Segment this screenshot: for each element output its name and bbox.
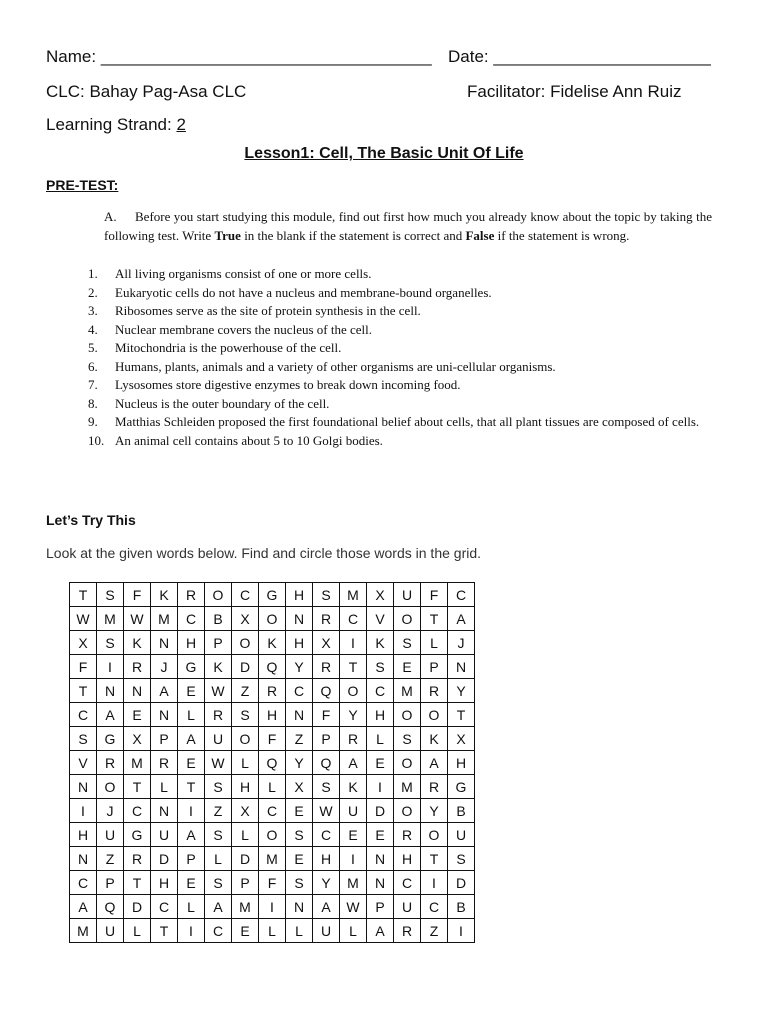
grid-cell[interactable]: M <box>259 847 286 871</box>
grid-cell[interactable]: X <box>448 727 475 751</box>
grid-cell[interactable]: L <box>178 895 205 919</box>
grid-cell[interactable]: C <box>70 703 97 727</box>
grid-cell[interactable]: J <box>97 799 124 823</box>
grid-cell[interactable]: I <box>340 847 367 871</box>
grid-cell[interactable]: I <box>367 775 394 799</box>
grid-cell[interactable]: C <box>313 823 340 847</box>
grid-cell[interactable]: L <box>151 775 178 799</box>
grid-cell[interactable]: H <box>151 871 178 895</box>
grid-cell[interactable]: V <box>70 751 97 775</box>
grid-cell[interactable]: Z <box>232 679 259 703</box>
instruction-part-3: if the statement is wrong. <box>494 228 630 243</box>
grid-cell[interactable]: C <box>394 871 421 895</box>
grid-cell[interactable]: C <box>178 607 205 631</box>
grid-cell[interactable]: E <box>124 703 151 727</box>
grid-cell[interactable]: A <box>367 919 394 943</box>
grid-cell[interactable]: Y <box>421 799 448 823</box>
grid-cell[interactable]: N <box>286 703 313 727</box>
grid-cell[interactable]: O <box>394 751 421 775</box>
grid-cell[interactable]: I <box>178 799 205 823</box>
grid-cell[interactable]: I <box>259 895 286 919</box>
grid-cell[interactable]: C <box>340 607 367 631</box>
grid-cell[interactable]: U <box>151 823 178 847</box>
grid-cell[interactable]: U <box>394 583 421 607</box>
grid-cell[interactable]: E <box>178 751 205 775</box>
grid-cell[interactable]: I <box>70 799 97 823</box>
grid-cell[interactable]: B <box>205 607 232 631</box>
clc-line: CLC: Bahay Pag-Asa CLC <box>46 82 247 101</box>
name-blank: ___________________________________ <box>100 47 432 66</box>
pretest-statement <box>84 321 714 340</box>
grid-cell[interactable]: K <box>151 583 178 607</box>
grid-cell[interactable]: H <box>232 775 259 799</box>
statement-number: 8. <box>88 395 98 411</box>
date-blank: _______________________ <box>493 47 711 66</box>
grid-cell[interactable]: L <box>205 847 232 871</box>
grid-cell[interactable]: Z <box>205 799 232 823</box>
grid-cell[interactable]: I <box>178 919 205 943</box>
grid-cell[interactable]: S <box>286 871 313 895</box>
grid-cell[interactable]: B <box>448 799 475 823</box>
grid-cell[interactable]: U <box>205 727 232 751</box>
grid-cell[interactable]: X <box>232 799 259 823</box>
grid-cell[interactable]: C <box>232 583 259 607</box>
grid-cell[interactable]: N <box>286 895 313 919</box>
grid-cell[interactable]: X <box>124 727 151 751</box>
grid-cell[interactable]: L <box>259 775 286 799</box>
grid-cell[interactable]: C <box>448 583 475 607</box>
learning-strand-value: 2 <box>176 115 186 134</box>
grid-cell[interactable]: C <box>367 679 394 703</box>
grid-cell[interactable]: F <box>313 703 340 727</box>
grid-cell[interactable]: O <box>340 679 367 703</box>
grid-row <box>70 583 475 607</box>
grid-cell[interactable]: W <box>313 799 340 823</box>
grid-cell[interactable]: A <box>97 703 124 727</box>
pretest-statement <box>84 265 714 284</box>
grid-cell[interactable]: A <box>151 679 178 703</box>
grid-cell[interactable]: S <box>367 655 394 679</box>
grid-cell[interactable]: M <box>340 583 367 607</box>
grid-cell[interactable]: T <box>124 871 151 895</box>
grid-row <box>70 655 475 679</box>
grid-cell[interactable]: K <box>124 631 151 655</box>
pretest-statement <box>84 432 714 451</box>
grid-cell[interactable]: R <box>124 655 151 679</box>
grid-row <box>70 751 475 775</box>
grid-cell[interactable]: W <box>340 895 367 919</box>
grid-cell[interactable]: X <box>313 631 340 655</box>
grid-cell[interactable]: F <box>259 871 286 895</box>
pretest-heading: PRE-TEST: <box>46 177 119 193</box>
grid-cell[interactable]: B <box>448 895 475 919</box>
grid-cell[interactable]: I <box>448 919 475 943</box>
grid-cell[interactable]: Y <box>286 655 313 679</box>
grid-cell[interactable]: C <box>70 871 97 895</box>
grid-cell[interactable]: M <box>151 607 178 631</box>
word-search-grid <box>69 582 475 943</box>
grid-cell[interactable]: R <box>205 703 232 727</box>
grid-cell[interactable]: A <box>313 895 340 919</box>
grid-cell[interactable]: L <box>232 823 259 847</box>
grid-cell[interactable]: R <box>421 679 448 703</box>
grid-cell[interactable]: T <box>340 655 367 679</box>
grid-cell[interactable]: T <box>421 847 448 871</box>
grid-cell[interactable]: A <box>421 751 448 775</box>
statement-number: 3. <box>88 303 98 318</box>
grid-cell[interactable]: P <box>178 847 205 871</box>
grid-cell[interactable]: M <box>97 607 124 631</box>
grid-cell[interactable]: F <box>259 727 286 751</box>
grid-cell[interactable]: T <box>124 775 151 799</box>
grid-cell[interactable]: P <box>232 871 259 895</box>
statement-text: Lysosomes store digestive enzymes to break down incoming food. <box>115 377 461 392</box>
grid-cell[interactable]: M <box>232 895 259 919</box>
grid-cell[interactable]: P <box>151 727 178 751</box>
grid-cell[interactable]: N <box>286 607 313 631</box>
grid-cell[interactable]: L <box>340 919 367 943</box>
grid-cell[interactable]: G <box>259 583 286 607</box>
grid-row <box>70 895 475 919</box>
grid-cell[interactable]: L <box>232 751 259 775</box>
grid-cell[interactable]: P <box>97 871 124 895</box>
statement-number: 9. <box>88 414 98 429</box>
pretest-statement-list <box>84 265 714 450</box>
grid-cell[interactable]: J <box>151 655 178 679</box>
grid-cell[interactable]: O <box>259 823 286 847</box>
grid-cell[interactable]: E <box>232 919 259 943</box>
grid-cell[interactable]: A <box>178 823 205 847</box>
grid-cell[interactable]: T <box>178 775 205 799</box>
grid-row <box>70 919 475 943</box>
grid-cell[interactable]: N <box>70 847 97 871</box>
pretest-statement <box>84 284 714 303</box>
grid-cell[interactable]: A <box>205 895 232 919</box>
grid-cell[interactable]: W <box>124 607 151 631</box>
grid-cell[interactable]: Z <box>286 727 313 751</box>
grid-cell[interactable]: S <box>205 775 232 799</box>
grid-cell[interactable]: I <box>421 871 448 895</box>
statement-number: 5. <box>88 340 98 355</box>
grid-cell[interactable]: Y <box>313 871 340 895</box>
grid-cell[interactable]: H <box>313 847 340 871</box>
grid-row <box>70 703 475 727</box>
grid-cell[interactable]: S <box>205 871 232 895</box>
grid-cell[interactable]: U <box>448 823 475 847</box>
date-line <box>448 47 711 67</box>
grid-cell[interactable]: F <box>124 583 151 607</box>
grid-cell[interactable]: R <box>124 847 151 871</box>
grid-cell[interactable]: L <box>421 631 448 655</box>
grid-cell[interactable]: Y <box>448 679 475 703</box>
grid-cell[interactable]: G <box>448 775 475 799</box>
instruction-part-2: in the blank if the statement is correct and <box>240 228 466 243</box>
grid-cell[interactable]: N <box>151 799 178 823</box>
pretest-statement <box>84 376 714 395</box>
grid-cell[interactable]: Q <box>259 751 286 775</box>
pretest-statement <box>84 395 714 414</box>
grid-cell[interactable]: E <box>367 823 394 847</box>
grid-cell[interactable]: R <box>421 775 448 799</box>
grid-cell[interactable]: T <box>421 607 448 631</box>
grid-cell[interactable]: Z <box>421 919 448 943</box>
grid-cell[interactable]: H <box>394 847 421 871</box>
grid-cell[interactable]: F <box>70 655 97 679</box>
grid-cell[interactable]: U <box>340 799 367 823</box>
grid-cell[interactable]: O <box>259 607 286 631</box>
grid-row <box>70 631 475 655</box>
statement-number: 4. <box>88 321 98 337</box>
grid-cell[interactable]: A <box>340 751 367 775</box>
grid-cell[interactable]: H <box>259 703 286 727</box>
grid-cell[interactable]: D <box>124 895 151 919</box>
grid-cell[interactable]: S <box>448 847 475 871</box>
statement-number: 1. <box>88 266 98 281</box>
grid-cell[interactable]: E <box>178 679 205 703</box>
grid-cell[interactable]: C <box>151 895 178 919</box>
grid-cell[interactable]: S <box>205 823 232 847</box>
grid-row <box>70 679 475 703</box>
grid-cell[interactable]: U <box>394 895 421 919</box>
grid-cell[interactable]: L <box>367 727 394 751</box>
grid-cell[interactable]: M <box>70 919 97 943</box>
grid-cell[interactable]: Q <box>313 751 340 775</box>
grid-cell[interactable]: S <box>286 823 313 847</box>
grid-cell[interactable]: O <box>421 823 448 847</box>
learning-strand-label: Learning Strand: <box>46 115 172 134</box>
grid-row <box>70 727 475 751</box>
grid-cell[interactable]: O <box>394 799 421 823</box>
grid-cell[interactable]: T <box>151 919 178 943</box>
grid-row <box>70 607 475 631</box>
pretest-statement <box>84 358 714 377</box>
statement-number: 2. <box>88 284 98 300</box>
date-label: Date: <box>448 47 489 66</box>
instruction-marker: A. <box>104 209 117 224</box>
grid-cell[interactable]: H <box>178 631 205 655</box>
grid-cell[interactable]: K <box>259 631 286 655</box>
grid-cell[interactable]: G <box>124 823 151 847</box>
grid-cell[interactable]: A <box>178 727 205 751</box>
statement-text: Humans, plants, animals and a variety of other organisms are uni-cellular organisms. <box>115 358 556 374</box>
grid-cell[interactable]: R <box>394 823 421 847</box>
grid-row <box>70 871 475 895</box>
grid-cell[interactable]: U <box>97 919 124 943</box>
grid-cell[interactable]: D <box>232 655 259 679</box>
statement-number: 7. <box>88 377 98 392</box>
grid-cell[interactable]: X <box>286 775 313 799</box>
grid-cell[interactable]: R <box>313 607 340 631</box>
grid-cell[interactable]: S <box>97 631 124 655</box>
grid-cell[interactable]: G <box>178 655 205 679</box>
lesson-title: Lesson1: Cell, The Basic Unit Of Life <box>244 145 524 162</box>
grid-cell[interactable]: N <box>97 679 124 703</box>
grid-cell[interactable]: S <box>313 775 340 799</box>
grid-cell[interactable]: M <box>394 775 421 799</box>
grid-cell[interactable]: D <box>448 871 475 895</box>
grid-cell[interactable]: S <box>232 703 259 727</box>
statement-text: An animal cell contains about 5 to 10 Golgi bodies. <box>115 432 383 448</box>
grid-cell[interactable]: C <box>286 679 313 703</box>
grid-cell[interactable]: U <box>97 823 124 847</box>
grid-cell[interactable]: S <box>313 583 340 607</box>
grid-cell[interactable]: N <box>151 703 178 727</box>
grid-cell[interactable]: D <box>367 799 394 823</box>
grid-cell[interactable]: Y <box>340 703 367 727</box>
grid-cell[interactable]: L <box>124 919 151 943</box>
grid-cell[interactable]: N <box>448 655 475 679</box>
grid-cell[interactable]: K <box>340 775 367 799</box>
pretest-statement <box>84 302 714 321</box>
grid-cell[interactable]: J <box>448 631 475 655</box>
grid-cell[interactable]: K <box>205 655 232 679</box>
grid-row <box>70 799 475 823</box>
grid-cell[interactable]: Q <box>97 895 124 919</box>
instruction-false-word: False <box>465 228 495 243</box>
grid-cell[interactable]: N <box>367 871 394 895</box>
grid-cell[interactable]: E <box>178 871 205 895</box>
grid-cell[interactable]: C <box>259 799 286 823</box>
grid-row <box>70 823 475 847</box>
grid-cell[interactable]: C <box>205 919 232 943</box>
statement-text: Eukaryotic cells do not have a nucleus and membrane-bound organelles. <box>115 284 492 300</box>
grid-cell[interactable]: S <box>394 727 421 751</box>
grid-cell[interactable]: H <box>448 751 475 775</box>
grid-cell[interactable]: E <box>286 799 313 823</box>
grid-cell[interactable]: T <box>70 679 97 703</box>
grid-cell[interactable]: R <box>394 919 421 943</box>
grid-cell[interactable]: H <box>70 823 97 847</box>
grid-cell[interactable]: C <box>124 799 151 823</box>
grid-cell[interactable]: H <box>367 703 394 727</box>
grid-cell[interactable]: E <box>394 655 421 679</box>
grid-cell[interactable]: R <box>151 751 178 775</box>
statement-text: All living organisms consist of one or more cells. <box>115 266 372 281</box>
statement-text: Matthias Schleiden proposed the first foundational belief about cells, that all plant tissues are composed of cells. <box>115 414 700 429</box>
statement-text: Nucleus is the outer boundary of the cell. <box>115 395 330 411</box>
grid-cell[interactable]: N <box>151 631 178 655</box>
grid-cell[interactable]: R <box>97 751 124 775</box>
grid-cell[interactable]: W <box>70 607 97 631</box>
grid-cell[interactable]: O <box>232 631 259 655</box>
name-label: Name: <box>46 47 97 66</box>
grid-cell[interactable]: H <box>286 631 313 655</box>
grid-cell[interactable]: S <box>97 583 124 607</box>
grid-cell[interactable]: M <box>340 871 367 895</box>
grid-cell[interactable]: S <box>70 727 97 751</box>
pretest-statement <box>84 413 714 432</box>
grid-cell[interactable]: O <box>421 703 448 727</box>
pretest-instruction <box>104 207 712 245</box>
statement-text: Mitochondria is the powerhouse of the cell. <box>115 340 342 355</box>
grid-cell[interactable]: S <box>394 631 421 655</box>
grid-cell[interactable]: V <box>367 607 394 631</box>
instruction-part-1: Before you start studying this module, find out first how much you already know about the topic by taking the following test. Write <box>104 209 712 243</box>
grid-cell[interactable]: F <box>421 583 448 607</box>
grid-cell[interactable]: Q <box>313 679 340 703</box>
grid-cell[interactable]: R <box>259 679 286 703</box>
grid-cell[interactable]: R <box>313 655 340 679</box>
grid-cell[interactable]: P <box>421 655 448 679</box>
grid-cell[interactable]: K <box>421 727 448 751</box>
statement-number: 10. <box>88 432 105 448</box>
grid-cell[interactable]: N <box>124 679 151 703</box>
grid-cell[interactable]: X <box>367 583 394 607</box>
grid-cell[interactable]: D <box>232 847 259 871</box>
grid-row <box>70 775 475 799</box>
grid-cell[interactable]: D <box>151 847 178 871</box>
grid-cell[interactable]: A <box>448 607 475 631</box>
grid-cell[interactable]: U <box>313 919 340 943</box>
grid-cell[interactable]: Q <box>259 655 286 679</box>
grid-cell[interactable]: O <box>97 775 124 799</box>
grid-cell[interactable]: L <box>286 919 313 943</box>
grid-cell[interactable]: K <box>367 631 394 655</box>
grid-cell[interactable]: E <box>340 823 367 847</box>
grid-cell[interactable]: C <box>421 895 448 919</box>
grid-cell[interactable]: M <box>394 679 421 703</box>
grid-cell[interactable]: O <box>232 727 259 751</box>
grid-cell[interactable]: L <box>259 919 286 943</box>
pretest-statement <box>84 339 714 358</box>
grid-cell[interactable]: L <box>178 703 205 727</box>
grid-cell[interactable]: W <box>205 679 232 703</box>
grid-cell[interactable]: N <box>70 775 97 799</box>
grid-cell[interactable]: P <box>205 631 232 655</box>
word-search-directions: Look at the given words below. Find and circle those words in the grid. <box>46 545 482 561</box>
grid-cell[interactable]: R <box>340 727 367 751</box>
grid-cell[interactable]: T <box>448 703 475 727</box>
grid-cell[interactable]: G <box>97 727 124 751</box>
grid-cell[interactable]: X <box>232 607 259 631</box>
grid-cell[interactable]: O <box>205 583 232 607</box>
lets-try-this-heading: Let’s Try This <box>46 512 136 528</box>
grid-cell[interactable]: N <box>367 847 394 871</box>
grid-cell[interactable]: Z <box>97 847 124 871</box>
statement-text: Nuclear membrane covers the nucleus of the cell. <box>115 321 372 337</box>
grid-cell[interactable]: E <box>286 847 313 871</box>
grid-cell[interactable]: P <box>367 895 394 919</box>
grid-cell[interactable]: T <box>70 583 97 607</box>
grid-cell[interactable]: H <box>286 583 313 607</box>
grid-cell[interactable]: O <box>394 607 421 631</box>
grid-cell[interactable]: A <box>70 895 97 919</box>
grid-cell[interactable]: I <box>97 655 124 679</box>
grid-cell[interactable]: P <box>313 727 340 751</box>
grid-cell[interactable]: R <box>178 583 205 607</box>
statement-number: 6. <box>88 358 98 374</box>
grid-cell[interactable]: O <box>394 703 421 727</box>
instruction-true-word: True <box>214 228 241 243</box>
grid-cell[interactable]: W <box>205 751 232 775</box>
facilitator-line: Facilitator: Fidelise Ann Ruiz <box>467 82 682 101</box>
grid-cell[interactable]: E <box>367 751 394 775</box>
statement-text: Ribosomes serve as the site of protein synthesis in the cell. <box>115 303 421 318</box>
grid-row <box>70 847 475 871</box>
grid-cell[interactable]: Y <box>286 751 313 775</box>
learning-strand-line <box>46 115 186 135</box>
grid-cell[interactable]: X <box>70 631 97 655</box>
grid-cell[interactable]: M <box>124 751 151 775</box>
grid-cell[interactable]: I <box>340 631 367 655</box>
name-line <box>46 47 432 67</box>
